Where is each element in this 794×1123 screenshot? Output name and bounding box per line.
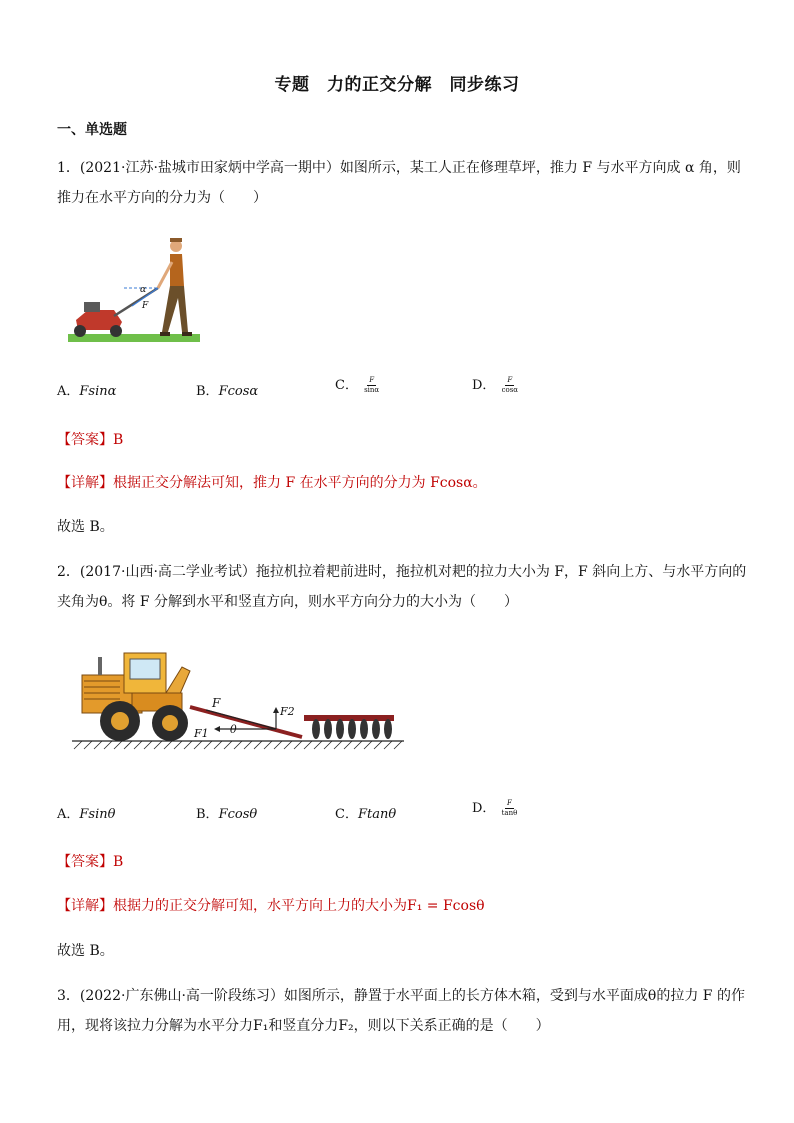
q2-option-d[interactable] <box>472 797 519 818</box>
detail-text: 根据正交分解法可知，推力 F 在水平方向的分力为 Fcosα。 <box>113 475 487 491</box>
lawnmower-figure <box>66 234 202 344</box>
figure-label-f2: F2 <box>280 705 295 718</box>
ground-hatching <box>74 741 402 749</box>
tractor-figure <box>70 645 406 753</box>
q2-option-b[interactable] <box>196 803 257 822</box>
detail-text: 根据力的正交分解可知，水平方向上力的大小为F₁ = Fcosθ <box>113 898 485 914</box>
harrow-discs <box>312 719 392 739</box>
option-fraction: $\frac{F}{\tan\theta}$ <box>501 799 518 817</box>
option-value: Ftanθ <box>357 807 397 822</box>
detail-tag: 【详解】 <box>57 898 113 914</box>
q1-option-c[interactable] <box>335 374 381 395</box>
figure-label-theta: θ <box>230 723 237 736</box>
q2-option-a[interactable] <box>57 803 115 822</box>
question-1-text: 1．(2021·江苏·盐城市田家炳中学高一期中）如图所示，某工人正在修理草坪，推力 F 与水平方向成 α 角，则推力在水平方向的分力为（ ） <box>57 160 741 206</box>
f1-arrowhead <box>214 726 220 732</box>
q1-option-a[interactable] <box>57 380 116 399</box>
tractor-hub-front <box>111 712 129 730</box>
force-f-arrow <box>206 710 276 729</box>
q1-option-d[interactable] <box>472 374 520 395</box>
option-value: Fcosα <box>218 384 259 399</box>
tractor-window <box>130 659 160 679</box>
worker-shoe-right <box>182 332 192 336</box>
option-fraction: $\frac{F}{\sin\alpha}$ <box>364 376 380 394</box>
figure-label-alpha: α <box>140 285 147 295</box>
q1-detail <box>57 472 487 492</box>
f2-arrowhead <box>273 707 279 713</box>
option-fraction: $\frac{F}{\cos\alpha}$ <box>501 376 519 394</box>
option-label: A． <box>57 384 80 399</box>
worker-legs <box>162 286 188 332</box>
q2-answer: 【答案】B <box>57 854 124 870</box>
option-value: Fsinθ <box>79 807 116 822</box>
q2-conclusion: 故选 B。 <box>57 943 114 959</box>
q1-answer: 【答案】B <box>57 432 124 448</box>
q1-option-b[interactable] <box>196 380 258 399</box>
worker-shirt <box>170 254 184 286</box>
worker-cap <box>170 238 182 242</box>
figure-label-f: F <box>142 301 149 311</box>
q2-detail <box>57 895 485 915</box>
page-title: 专题 力的正交分解 同步练习 <box>274 75 520 95</box>
mower-engine <box>84 302 100 312</box>
grass-strip <box>68 334 200 342</box>
mower-wheel-back <box>110 325 122 337</box>
option-label: A． <box>57 807 80 822</box>
option-label: C． <box>335 378 358 393</box>
option-label: B． <box>196 807 219 822</box>
q2-option-c[interactable] <box>335 803 396 822</box>
option-label: D． <box>472 801 496 816</box>
tractor-exhaust <box>98 657 102 675</box>
question-2-text: 2．(2017·山西·高二学业考试）拖拉机拉着耙前进时，拖拉机对耙的拉力大小为 F，F 斜向上方、与水平方向的夹角为θ。将 F 分解到水平和竖直方向，则水平方向分力的大小为（ ） <box>57 564 747 610</box>
section-heading: 一、单选题 <box>57 122 127 138</box>
tractor-hub-back <box>162 715 178 731</box>
question-3-text: 3．(2022·广东佛山·高一阶段练习）如图所示，静置于水平面上的长方体木箱，受到与水平面成θ的拉力 F 的作用，现将该拉力分解为水平分力F₁和竖直分力F₂，则以下关系正确的是（ ） <box>57 988 745 1034</box>
option-value: Fcosθ <box>218 807 258 822</box>
option-value: Fsinα <box>79 384 117 399</box>
worker-arm <box>158 262 172 288</box>
mower-wheel-front <box>74 325 86 337</box>
figure-label-f: F <box>212 696 221 710</box>
worker-shoe-left <box>160 332 170 336</box>
option-label: B． <box>196 384 219 399</box>
option-label: D． <box>472 378 496 393</box>
detail-tag: 【详解】 <box>57 475 113 491</box>
figure-label-f1: F1 <box>194 727 209 740</box>
option-label: C． <box>335 807 358 822</box>
q1-conclusion: 故选 B。 <box>57 519 114 535</box>
